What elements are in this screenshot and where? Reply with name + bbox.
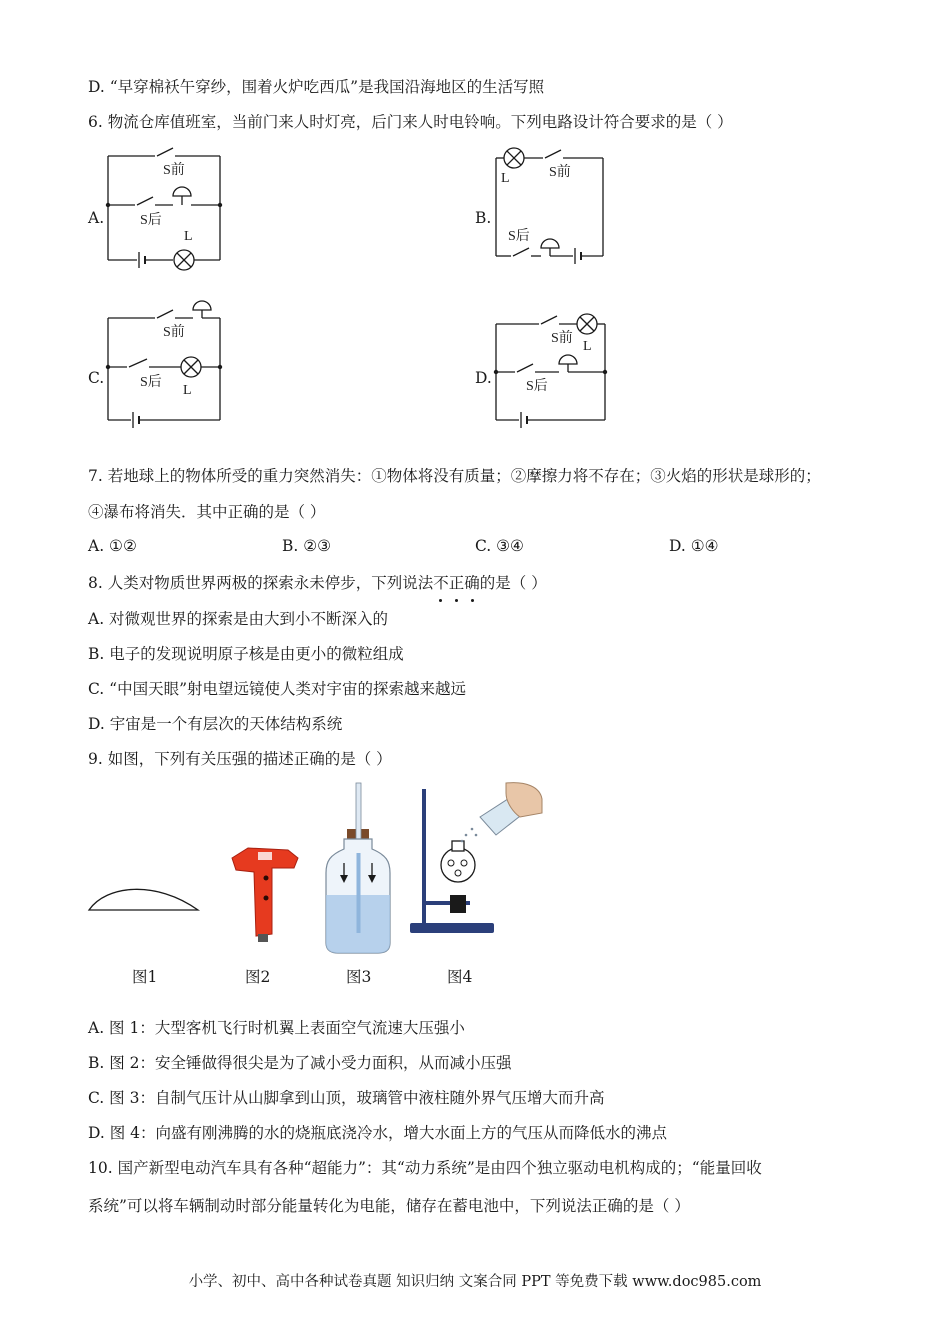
q10-stem-line2: 系统”可以将车辆制动时部分能量转化为电能，储存在蓄电池中，下列说法正确的是（ ） (88, 1197, 690, 1215)
q9-option-b: B. 图 2：安全锤做得很尖是为了减小受力面积，从而减小压强 (88, 1054, 512, 1072)
fig2-caption: 图2 (245, 968, 271, 986)
q8-emph-1: 不 (433, 573, 449, 593)
q7-stem-line2: ④瀑布将消失．其中正确的是（ ） (88, 503, 326, 521)
b-lamp-label: L (501, 171, 510, 186)
c-s-front-label: S前 (163, 325, 185, 340)
page-footer: 小学、初中、高中各种试卷真题 知识归纳 文案合同 PPT 等免费下载 www.doc985.com (188, 1274, 762, 1290)
q7-option-c: C. ③④ (475, 537, 524, 555)
q8-option-b: B. 电子的发现说明原子核是由更小的微粒组成 (88, 645, 404, 663)
q7-option-d: D. ①④ (669, 537, 719, 555)
d-s-front-label: S前 (551, 331, 573, 346)
q8-option-a: A. 对微观世界的探索是由大到小不断深入的 (88, 610, 389, 628)
d-lamp-label: L (583, 339, 592, 354)
q10-stem-line1: 10. 国产新型电动汽车具有各种“超能力”：其“动力系统”是由四个独立驱动电机构成的；“能量回收 (88, 1159, 762, 1177)
circuit-b (493, 146, 608, 261)
q8-option-c: C. “中国天眼”射电望远镜使人类对宇宙的探索越来越远 (88, 680, 467, 698)
fig2-safety-hammer-illustration (228, 838, 303, 943)
q6-label-d: D. (475, 369, 492, 387)
q6-label-c: C. (88, 369, 105, 387)
q7-option-a: A. ①② (88, 537, 137, 555)
c-s-back-label: S后 (140, 375, 162, 390)
circuit-c (105, 300, 230, 430)
q7-option-b: B. ②③ (282, 537, 332, 555)
q8-stem (88, 573, 547, 593)
q8-option-d: D. 宇宙是一个有层次的天体结构系统 (88, 715, 343, 733)
d-s-back-label: S后 (526, 379, 548, 394)
q8-stem-post: 的是（ ） (479, 574, 547, 592)
q8-stem-pre: 8. 人类对物质世界两极的探索永未停步，下列说法 (88, 574, 434, 592)
b-s-front-label: S前 (549, 165, 571, 180)
fig1-wing-illustration (86, 880, 201, 915)
q8-emph-2: 正 (449, 573, 465, 593)
c-lamp-label: L (183, 383, 192, 398)
circuit-a (105, 148, 230, 273)
q7-stem-line1: 7. 若地球上的物体所受的重力突然消失：①物体将没有质量；②摩擦力将不存在；③火焰的形状是球形的； (88, 467, 821, 485)
a-lamp-label: L (184, 229, 193, 244)
a-s-back-label: S后 (140, 213, 162, 228)
fig4-caption: 图4 (447, 968, 473, 986)
q9-option-d: D. 图 4：向盛有刚沸腾的水的烧瓶底浇冷水，增大水面上方的气压从而降低水的沸点 (88, 1124, 668, 1142)
circuit-d (493, 310, 613, 430)
q9-option-a: A. 图 1：大型客机飞行时机翼上表面空气流速大压强小 (88, 1019, 465, 1037)
q8-emph-3: 确 (464, 573, 480, 593)
q6-label-b: B. (475, 209, 492, 227)
a-s-front-label: S前 (163, 163, 185, 178)
q5-option-d: D. “早穿棉袄午穿纱，围着火炉吃西瓜”是我国沿海地区的生活写照 (88, 78, 545, 96)
fig4-flask-stand-illustration (406, 783, 546, 938)
q6-label-a: A. (88, 209, 105, 227)
b-s-back-label: S后 (508, 229, 530, 244)
q9-option-c: C. 图 3：自制气压计从山脚拿到山顶，玻璃管中液柱随外界气压增大而升高 (88, 1089, 605, 1107)
q6-stem: 6. 物流仓库值班室，当前门来人时灯亮，后门来人时电铃响。下列电路设计符合要求的是（ ） (88, 113, 733, 131)
q9-stem: 9. 如图，下列有关压强的描述正确的是（ ） (88, 750, 392, 768)
fig1-caption: 图1 (132, 968, 158, 986)
fig3-caption: 图3 (346, 968, 372, 986)
fig3-barometer-bottle-illustration (322, 783, 397, 955)
